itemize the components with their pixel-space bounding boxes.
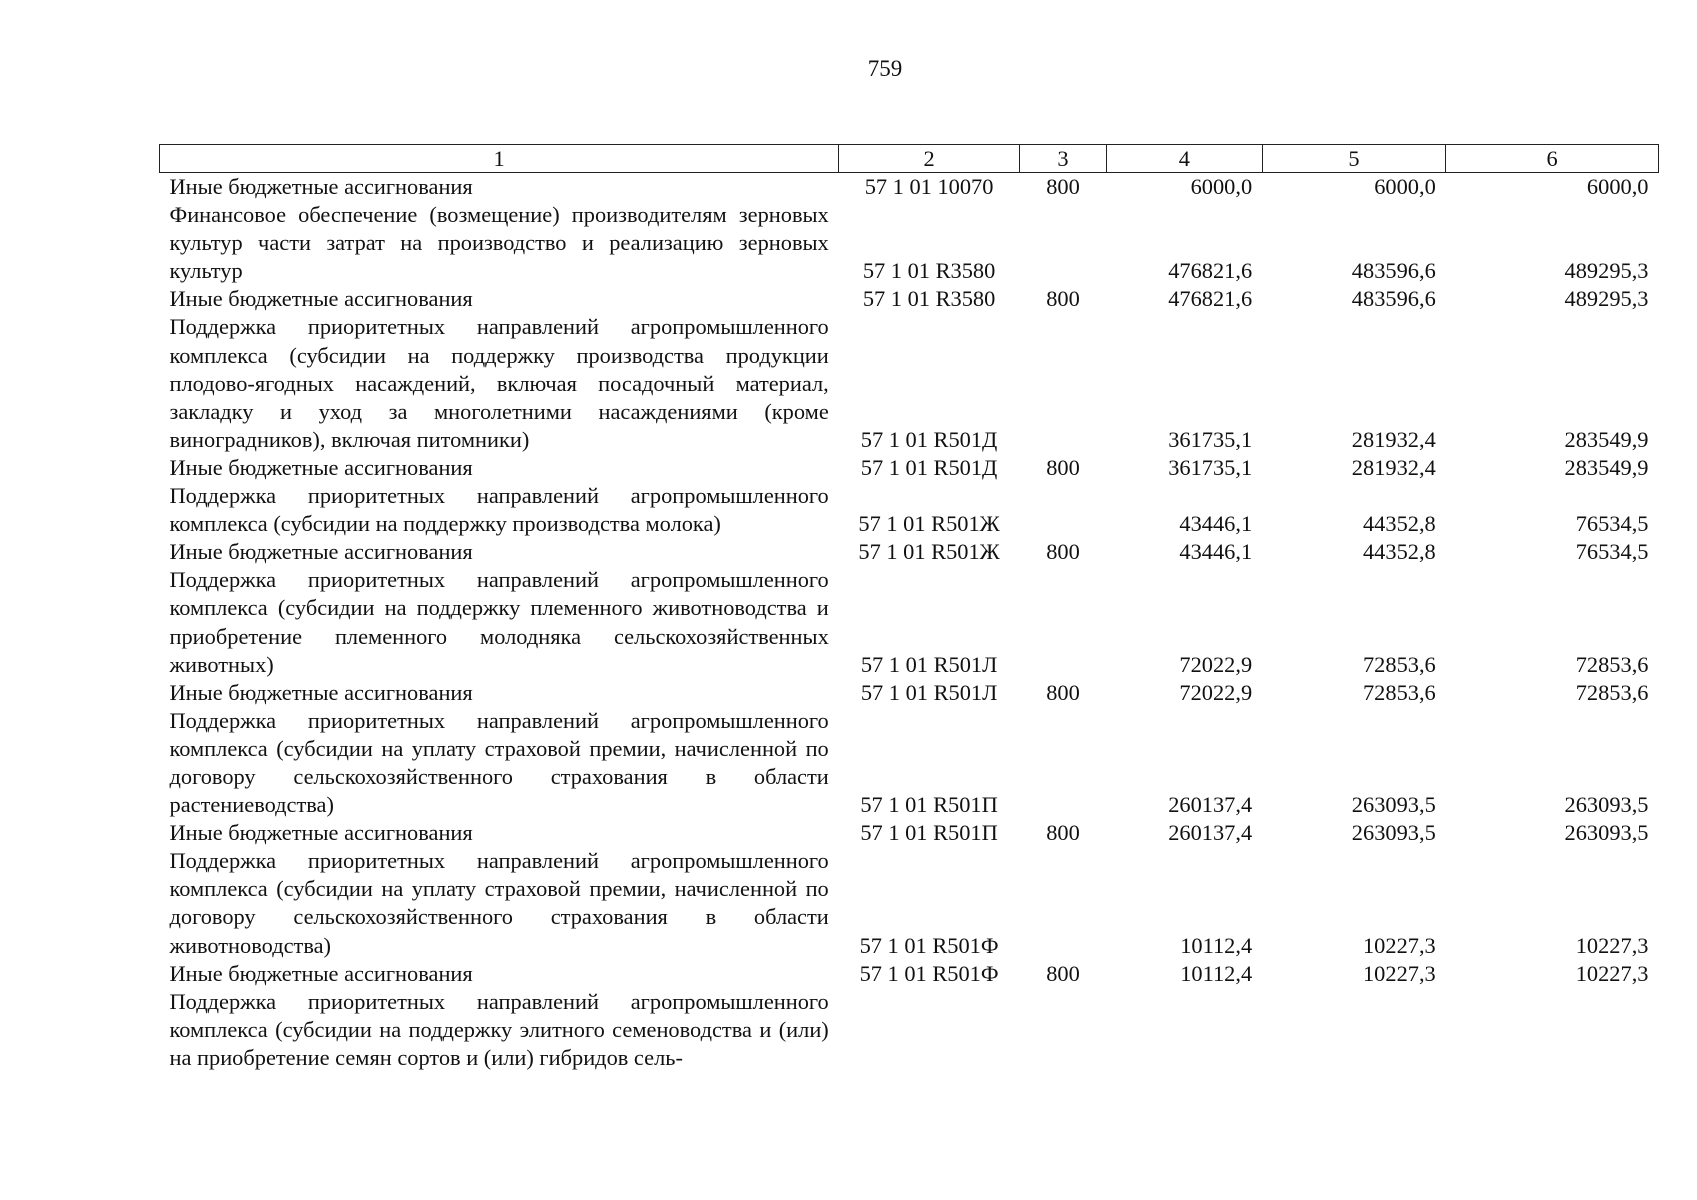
description-cell: Иные бюджетные ассигнования bbox=[169, 174, 473, 199]
expense-type-code-cell bbox=[1019, 847, 1106, 959]
description-cell: Поддержка приоритетных направлений агропромышленного комплекса (субсидии на поддержку племенного животноводства и приобретение племенного молодняка сельскохозяйственных животных) bbox=[169, 567, 829, 677]
column-header-3: 3 bbox=[1019, 145, 1106, 173]
expense-type-code-cell: 800 bbox=[1046, 820, 1080, 846]
description-cell: Поддержка приоритетных направлений агропромышленного комплекса (субсидии на поддержку производства продукции плодово-ягодных насаждений, включая посадочный материал, закладку и уход за многолетними насаждениями (кроме виноградников), включая питомники) bbox=[169, 314, 829, 452]
expense-type-code-cell: 800 bbox=[1046, 174, 1080, 199]
expense-type-code-cell bbox=[1019, 566, 1106, 678]
amount-year-2-cell: 10227,3 bbox=[1362, 932, 1436, 958]
target-article-code-cell: 57 1 01 10070 bbox=[864, 174, 994, 199]
description-cell: Иные бюджетные ассигнования bbox=[169, 820, 473, 846]
amount-year-2-cell: 72853,6 bbox=[1362, 651, 1436, 677]
description-cell: Поддержка приоритетных направлений агропромышленного комплекса (субсидии на поддержку элитного семеноводства и (или) на приобретение семян сортов и (или) гибридов сель- bbox=[169, 988, 829, 1070]
amount-year-3-cell: 489295,3 bbox=[1564, 258, 1649, 284]
budget-allocation-table bbox=[159, 144, 1659, 1072]
amount-year-2-cell: 483596,6 bbox=[1351, 286, 1436, 312]
amount-year-1-cell: 43446,1 bbox=[1179, 511, 1253, 537]
amount-year-3-cell: 489295,3 bbox=[1564, 286, 1649, 312]
amount-year-1-cell: 476821,6 bbox=[1168, 258, 1253, 284]
amount-year-1-cell: 10112,4 bbox=[1180, 932, 1253, 958]
description-cell: Иные бюджетные ассигнования bbox=[169, 960, 473, 986]
target-article-code-cell: 57 1 01 R501Ф bbox=[859, 960, 999, 986]
amount-year-2-cell: 263093,5 bbox=[1351, 792, 1436, 818]
description-cell: Поддержка приоритетных направлений агропромышленного комплекса (субсидии на уплату страховой премии, начисленной по договору сельскохозяйственного страхования в области растениеводства) bbox=[169, 707, 829, 818]
target-article-code-cell bbox=[839, 988, 1020, 1072]
amount-year-3-cell: 263093,5 bbox=[1564, 792, 1649, 818]
table-row bbox=[160, 313, 1659, 453]
column-header-1: 1 bbox=[160, 145, 839, 173]
amount-year-1-cell: 260137,4 bbox=[1168, 792, 1253, 818]
amount-year-1-cell: 361735,1 bbox=[1168, 454, 1253, 480]
amount-year-2-cell: 44352,8 bbox=[1362, 511, 1436, 537]
table-row bbox=[160, 173, 1659, 202]
table-row bbox=[160, 847, 1659, 959]
amount-year-2-cell: 10227,3 bbox=[1362, 960, 1436, 986]
description-cell: Иные бюджетные ассигнования bbox=[169, 679, 473, 705]
header-row bbox=[160, 145, 1659, 173]
expense-type-code-cell: 800 bbox=[1046, 286, 1080, 312]
table-row bbox=[160, 679, 1659, 707]
table-header bbox=[160, 145, 1659, 173]
target-article-code-cell: 57 1 01 R501П bbox=[860, 820, 998, 846]
amount-year-3-cell: 76534,5 bbox=[1575, 539, 1649, 565]
amount-year-3-cell: 72853,6 bbox=[1575, 679, 1649, 705]
column-header-5: 5 bbox=[1262, 145, 1446, 173]
amount-year-3-cell: 283549,9 bbox=[1564, 426, 1649, 452]
expense-type-code-cell bbox=[1019, 707, 1106, 819]
amount-year-1-cell: 72022,9 bbox=[1179, 679, 1253, 705]
table-row bbox=[160, 819, 1659, 847]
expense-type-code-cell bbox=[1019, 482, 1106, 538]
description-cell: Поддержка приоритетных направлений агропромышленного комплекса (субсидии на поддержку производства молока) bbox=[169, 483, 829, 537]
amount-year-3-cell: 10227,3 bbox=[1575, 960, 1649, 986]
amount-year-2-cell: 281932,4 bbox=[1351, 426, 1436, 452]
expense-type-code-cell bbox=[1019, 988, 1106, 1072]
expense-type-code-cell: 800 bbox=[1046, 539, 1080, 565]
target-article-code-cell: 57 1 01 R501Д bbox=[860, 426, 998, 452]
amount-year-1-cell: 10112,4 bbox=[1180, 960, 1253, 986]
amount-year-1-cell: 361735,1 bbox=[1168, 426, 1253, 452]
target-article-code-cell: 57 1 01 R501Ф bbox=[859, 932, 999, 958]
table-row bbox=[160, 566, 1659, 678]
column-header-4: 4 bbox=[1107, 145, 1263, 173]
amount-year-1-cell: 260137,4 bbox=[1168, 820, 1253, 846]
target-article-code-cell: 57 1 01 R3580 bbox=[862, 286, 996, 312]
amount-year-3-cell: 72853,6 bbox=[1575, 651, 1649, 677]
amount-year-3-cell bbox=[1446, 988, 1659, 1072]
expense-type-code-cell bbox=[1019, 201, 1106, 285]
target-article-code-cell: 57 1 01 R501Ж bbox=[858, 511, 1000, 537]
target-article-code-cell: 57 1 01 R501Л bbox=[860, 651, 998, 677]
expense-type-code-cell: 800 bbox=[1046, 454, 1080, 480]
amount-year-2-cell: 281932,4 bbox=[1351, 454, 1436, 480]
description-cell: Финансовое обеспечение (возмещение) производителям зерновых культур части затрат на производство и реализацию зерновых культур bbox=[169, 202, 829, 284]
column-header-2: 2 bbox=[839, 145, 1020, 173]
expense-type-code-cell bbox=[1019, 313, 1106, 453]
amount-year-1-cell: 476821,6 bbox=[1168, 286, 1253, 312]
column-header-6: 6 bbox=[1446, 145, 1659, 173]
amount-year-3-cell: 6000,0 bbox=[1586, 174, 1649, 199]
description-cell: Иные бюджетные ассигнования bbox=[169, 539, 473, 565]
target-article-code-cell: 57 1 01 R3580 bbox=[862, 258, 996, 284]
target-article-code-cell: 57 1 01 R501П bbox=[860, 792, 998, 818]
amount-year-1-cell: 43446,1 bbox=[1179, 539, 1253, 565]
amount-year-2-cell: 44352,8 bbox=[1362, 539, 1436, 565]
amount-year-2-cell bbox=[1262, 988, 1446, 1072]
table-row bbox=[160, 988, 1659, 1072]
amount-year-1-cell bbox=[1107, 988, 1263, 1072]
table-row bbox=[160, 201, 1659, 285]
description-cell: Иные бюджетные ассигнования bbox=[169, 286, 473, 312]
amount-year-3-cell: 10227,3 bbox=[1575, 932, 1649, 958]
amount-year-3-cell: 263093,5 bbox=[1564, 820, 1649, 846]
amount-year-1-cell: 72022,9 bbox=[1179, 651, 1253, 677]
description-cell: Иные бюджетные ассигнования bbox=[169, 454, 473, 480]
amount-year-2-cell: 483596,6 bbox=[1351, 258, 1436, 284]
table-row bbox=[160, 482, 1659, 538]
amount-year-3-cell: 76534,5 bbox=[1575, 511, 1649, 537]
amount-year-2-cell: 72853,6 bbox=[1362, 679, 1436, 705]
amount-year-1-cell: 6000,0 bbox=[1190, 174, 1253, 199]
target-article-code-cell: 57 1 01 R501Ж bbox=[858, 539, 1000, 565]
amount-year-2-cell: 6000,0 bbox=[1374, 174, 1436, 199]
target-article-code-cell: 57 1 01 R501Л bbox=[860, 679, 998, 705]
page-number: 759 bbox=[867, 56, 903, 81]
target-article-code-cell: 57 1 01 R501Д bbox=[860, 454, 998, 480]
table-body bbox=[160, 173, 1659, 1073]
expense-type-code-cell: 800 bbox=[1046, 960, 1080, 986]
description-cell: Поддержка приоритетных направлений агропромышленного комплекса (субсидии на уплату страховой премии, начисленной по договору сельскохозяйственного страхования в области животноводства) bbox=[169, 848, 829, 958]
expense-type-code-cell: 800 bbox=[1046, 679, 1080, 705]
table-row bbox=[160, 285, 1659, 313]
table-row bbox=[160, 538, 1659, 566]
amount-year-2-cell: 263093,5 bbox=[1351, 820, 1436, 846]
table-row bbox=[160, 960, 1659, 988]
table-row bbox=[160, 707, 1659, 819]
table-row bbox=[160, 454, 1659, 482]
amount-year-3-cell: 283549,9 bbox=[1564, 454, 1649, 480]
